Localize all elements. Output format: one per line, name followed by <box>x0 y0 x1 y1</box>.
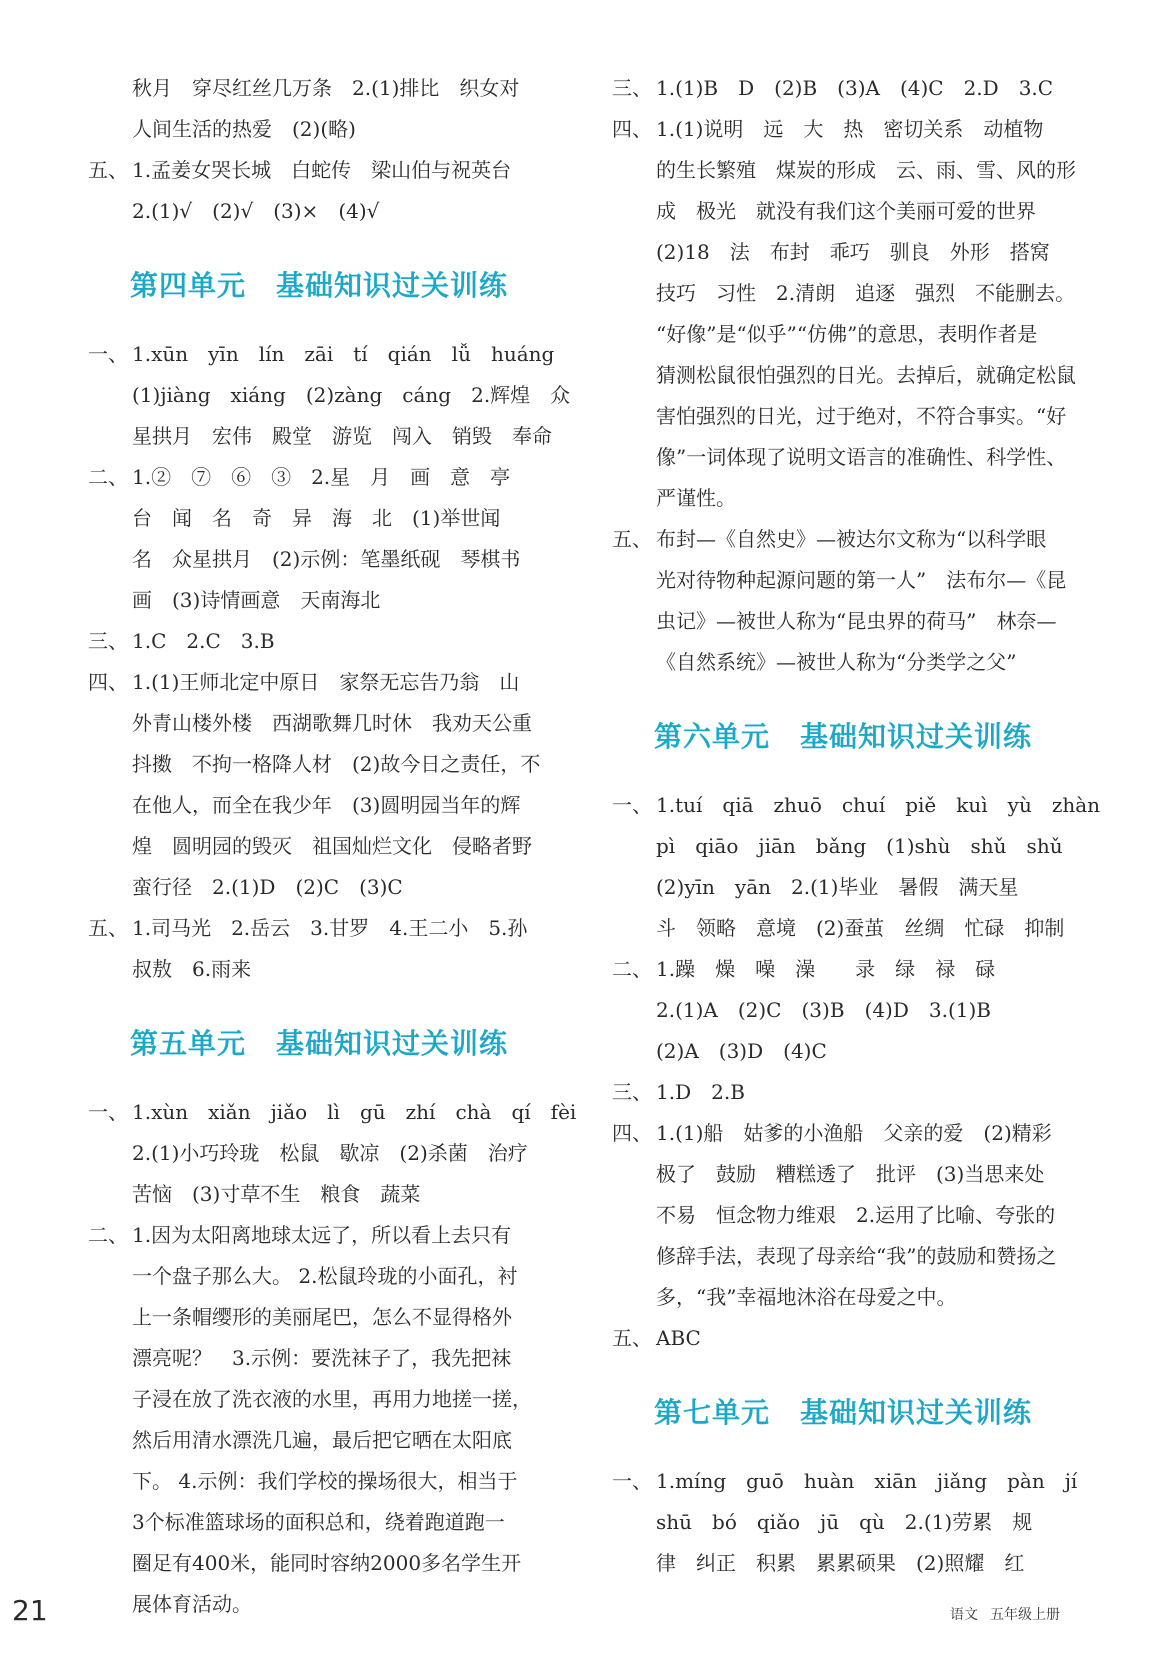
unit-5-answers <box>88 1092 577 1625</box>
answer-line: 1.C 2.C 3.B <box>132 629 275 653</box>
answer-text <box>132 621 573 662</box>
answer-line: 台 闻 名 奇 异 海 北 (1)举世闻 <box>132 506 501 530</box>
answer-line: 1.D 2.B <box>656 1080 745 1104</box>
answer-line: 1.míng guō huàn xiān jiǎng pàn jí <box>656 1469 1078 1493</box>
answer-line: (2)yīn yān 2.(1)毕业 暑假 满天星 <box>656 875 1019 899</box>
answer-number: 五、 <box>612 1326 652 1350</box>
answer-line: 下。 4.示例：我们学校的操场很大，相当于 <box>132 1469 518 1493</box>
answer-text <box>656 949 1094 1072</box>
unit-6-heading-text: 基础知识过关训练 <box>800 720 1033 753</box>
answer-item <box>88 68 573 150</box>
answer-line: 《自然系统》—被世人称为“分类学之父” <box>656 650 1017 674</box>
answer-item <box>612 519 1094 683</box>
answer-line: pì qiāo jiān bǎng (1)shù shǔ shǔ <box>656 834 1063 858</box>
answer-text <box>132 1092 577 1215</box>
answer-line: 极了 鼓励 糟糕透了 批评 (3)当思来处 <box>656 1162 1045 1186</box>
answer-text <box>132 1215 573 1625</box>
answer-item <box>88 150 573 232</box>
answer-line: 漂亮呢？ 3.示例：要洗袜子了，我先把袜 <box>132 1346 512 1370</box>
unit-7-heading-unit: 第七单元 <box>654 1396 771 1429</box>
answer-number: 三、 <box>612 76 652 100</box>
answer-item <box>612 68 1094 109</box>
unit-6-answers <box>612 785 1101 1359</box>
answer-line: 成 极光 就没有我们这个美丽可爱的世界 <box>656 199 1036 223</box>
unit-7-heading-text: 基础知识过关训练 <box>800 1396 1033 1429</box>
answer-line: (1)jiàng xiáng (2)zàng cáng 2.辉煌 众 <box>132 383 571 407</box>
answer-line: 上一条帽缨形的美丽尾巴，怎么不显得格外 <box>132 1305 512 1329</box>
answer-line: 多，“我”幸福地沐浴在母爱之中。 <box>656 1285 957 1309</box>
answer-line: 2.(1)小巧玲珑 松鼠 歇凉 (2)杀菌 治疗 <box>132 1141 528 1165</box>
left-column <box>88 68 577 1625</box>
answer-text <box>656 1072 1094 1113</box>
answer-number: 三、 <box>612 1080 652 1104</box>
answer-line: 1.司马光 2.岳云 3.甘罗 4.王二小 5.孙 <box>132 916 528 940</box>
answer-number: 一、 <box>612 1469 652 1493</box>
answer-item <box>612 949 1094 1072</box>
answer-item <box>612 1113 1094 1318</box>
unit-4-heading <box>130 262 573 310</box>
answer-line: 1.因为太阳离地球太远了，所以看上去只有 <box>132 1223 512 1247</box>
footer-subject: 语文 <box>950 1607 978 1623</box>
answer-number: 五、 <box>88 916 128 940</box>
unit-7-heading <box>654 1389 1094 1437</box>
answer-line: 外青山楼外楼 西湖歌舞几时休 我劝天公重 <box>132 711 532 735</box>
answer-text <box>656 1461 1094 1584</box>
answer-number: 五、 <box>88 158 128 182</box>
answer-line: 一个盘子那么大。 2.松鼠玲珑的小面孔，衬 <box>132 1264 518 1288</box>
answer-text <box>656 519 1094 683</box>
answer-text <box>656 68 1094 109</box>
answer-line: “好像”是“似乎”“仿佛”的意思，表明作者是 <box>656 322 1038 346</box>
page-number: 21 <box>12 1594 48 1627</box>
answer-line: 在他人，而全在我少年 (3)圆明园当年的辉 <box>132 793 521 817</box>
answer-line: 1.孟姜女哭长城 白蛇传 梁山伯与祝英台 <box>132 158 512 182</box>
unit-7-answers <box>612 1461 1094 1584</box>
answer-text <box>656 1318 1094 1359</box>
answer-line: 展体育活动。 <box>132 1592 252 1616</box>
answer-line: 1.② ⑦ ⑥ ③ 2.星 月 画 意 亭 <box>132 465 511 489</box>
answer-number: 一、 <box>612 793 652 817</box>
answer-text <box>132 908 573 990</box>
answer-item <box>88 908 573 990</box>
answer-item <box>88 1092 577 1215</box>
unit-4-answers <box>88 334 573 990</box>
answer-line: 画 (3)诗情画意 天南海北 <box>132 588 381 612</box>
answer-line: 像”一词体现了说明文语言的准确性、科学性、 <box>656 445 1067 469</box>
answer-item <box>88 662 573 908</box>
answer-line: 律 纠正 积累 累累硕果 (2)照耀 红 <box>656 1551 1025 1575</box>
unit-6-heading-unit: 第六单元 <box>654 720 771 753</box>
answer-line: 光对待物种起源问题的第一人” 法布尔—《昆 <box>656 568 1067 592</box>
answer-text <box>656 785 1101 949</box>
answer-line: shū bó qiǎo jū qù 2.(1)劳累 规 <box>656 1510 1033 1534</box>
unit-5-heading-text: 基础知识过关训练 <box>276 1027 509 1060</box>
unit-5-heading <box>130 1020 573 1068</box>
answer-number: 五、 <box>612 527 652 551</box>
answer-text <box>132 68 573 150</box>
answer-line: (2)18 法 布封 乖巧 驯良 外形 搭窝 <box>656 240 1050 264</box>
footer-grade: 五年级上册 <box>990 1607 1060 1623</box>
answer-line: 1.(1)B D (2)B (3)A (4)C 2.D 3.C <box>656 76 1054 100</box>
answer-number: 二、 <box>88 465 128 489</box>
answer-number: 一、 <box>88 342 128 366</box>
answer-line: 抖擞 不拘一格降人材 (2)故今日之责任，不 <box>132 752 541 776</box>
answer-text <box>132 662 573 908</box>
answer-line: 严谨性。 <box>656 486 736 510</box>
answer-line: 1.xùn xiǎn jiǎo lì gū zhí chà qí fèi <box>132 1100 577 1124</box>
unit-4-heading-unit: 第四单元 <box>130 269 247 302</box>
answer-line: 布封—《自然史》—被达尔文称为“以科学眼 <box>656 527 1047 551</box>
answer-line: 3个标准篮球场的面积总和，绕着跑道跑一 <box>132 1510 505 1534</box>
answer-text <box>132 457 573 621</box>
answer-line: 1.(1)王师北定中原日 家祭无忘告乃翁 山 <box>132 670 520 694</box>
answer-line: 1.(1)船 姑爹的小渔船 父亲的爱 (2)精彩 <box>656 1121 1052 1145</box>
answer-number: 四、 <box>612 117 652 141</box>
unit-4-heading-text: 基础知识过关训练 <box>276 269 509 302</box>
answer-line: (2)A (3)D (4)C <box>656 1039 827 1063</box>
answer-number: 一、 <box>88 1100 128 1124</box>
page-footer <box>950 1604 1060 1624</box>
answer-line: 圈足有400米，能同时容纳2000多名学生开 <box>132 1551 522 1575</box>
answer-number: 三、 <box>88 629 128 653</box>
answer-line: 修辞手法，表现了母亲给“我”的鼓励和赞扬之 <box>656 1244 1057 1268</box>
answer-line: 1.躁 燥 噪 澡 录 绿 禄 碌 <box>656 957 996 981</box>
answer-text <box>656 109 1094 519</box>
answer-line: 名 众星拱月 (2)示例：笔墨纸砚 琴棋书 <box>132 547 521 571</box>
answer-line: 的生长繁殖 煤炭的形成 云、雨、雪、风的形 <box>656 158 1076 182</box>
answer-number: 二、 <box>612 957 652 981</box>
answer-line: 2.(1)√ (2)√ (3)× (4)√ <box>132 199 380 223</box>
answer-line: 1.xūn yīn lín zāi tí qián lǚ huáng <box>132 342 555 366</box>
answer-line: 斗 领略 意境 (2)蚕茧 丝绸 忙碌 抑制 <box>656 916 1065 940</box>
answer-line: 人间生活的热爱 (2)(略) <box>132 117 356 141</box>
answer-item <box>88 621 573 662</box>
answer-number: 四、 <box>88 670 128 694</box>
left-top-block <box>88 68 573 232</box>
answer-item <box>88 334 573 457</box>
answer-item <box>88 1215 573 1625</box>
answer-line: 苦恼 (3)寸草不生 粮食 蔬菜 <box>132 1182 421 1206</box>
answer-line: 蛮行径 2.(1)D (2)C (3)C <box>132 875 403 899</box>
answer-item <box>612 1318 1094 1359</box>
answer-line: 1.(1)说明 远 大 热 密切关系 动植物 <box>656 117 1044 141</box>
unit-5-heading-unit: 第五单元 <box>130 1027 247 1060</box>
answer-line: 2.(1)A (2)C (3)B (4)D 3.(1)B <box>656 998 991 1022</box>
answer-line: 猜测松鼠很怕强烈的日光。去掉后，就确定松鼠 <box>656 363 1076 387</box>
answer-line: 技巧 习性 2.清朗 追逐 强烈 不能删去。 <box>656 281 1076 305</box>
answer-line: 秋月 穿尽红丝几万条 2.(1)排比 织女对 <box>132 76 520 100</box>
answer-line: 子浸在放了洗衣液的水里，再用力地搓一搓， <box>132 1387 532 1411</box>
answer-text <box>132 150 573 232</box>
answer-line: 害怕强烈的日光，过于绝对，不符合事实。“好 <box>656 404 1067 428</box>
answer-line: 叔敖 6.雨来 <box>132 957 252 981</box>
answer-line: 煌 圆明园的毁灭 祖国灿烂文化 侵略者野 <box>132 834 532 858</box>
unit-6-heading <box>654 713 1094 761</box>
answer-line: 虫记》—被世人称为“昆虫界的荷马” 林奈— <box>656 609 1057 633</box>
answer-item <box>88 457 573 621</box>
answer-line: 然后用清水漂洗几遍，最后把它晒在太阳底 <box>132 1428 512 1452</box>
answer-text <box>656 1113 1094 1318</box>
answer-number: 二、 <box>88 1223 128 1247</box>
answer-item <box>612 1461 1094 1584</box>
answer-item <box>612 109 1094 519</box>
answer-text <box>132 334 573 457</box>
right-column <box>612 68 1101 1584</box>
answer-item <box>612 785 1101 949</box>
answer-item <box>612 1072 1094 1113</box>
answer-line: 不易 恒念物力维艰 2.运用了比喻、夸张的 <box>656 1203 1056 1227</box>
answer-line: 星拱月 宏伟 殿堂 游览 闯入 销毁 奉命 <box>132 424 552 448</box>
answer-line: 1.tuí qiā zhuō chuí piě kuì yù zhàn <box>656 793 1101 817</box>
answer-line: ABC <box>656 1326 701 1350</box>
answer-number: 四、 <box>612 1121 652 1145</box>
right-top-block <box>612 68 1094 683</box>
